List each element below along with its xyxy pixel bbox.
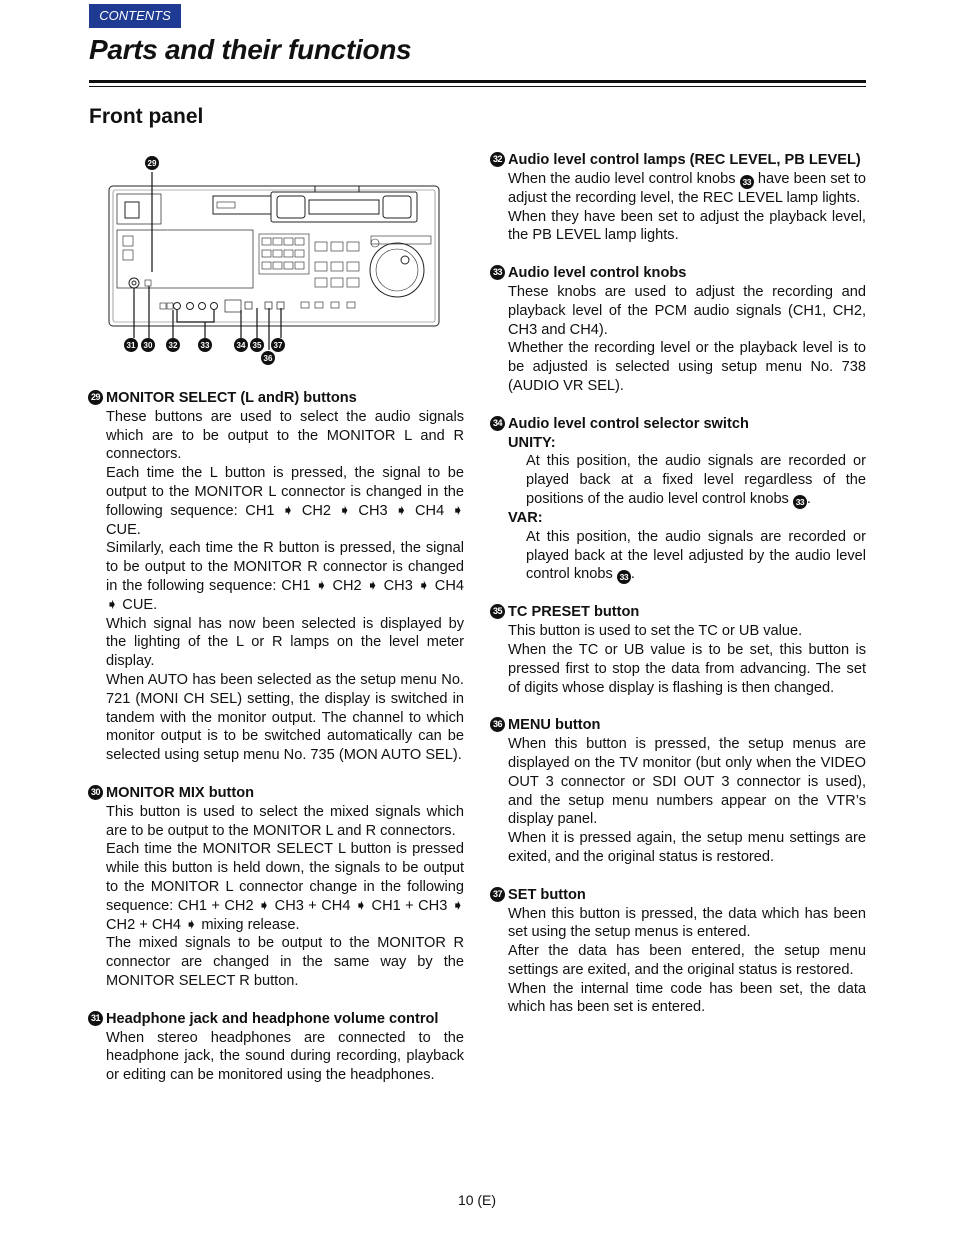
svg-text:31: 31 (126, 341, 136, 350)
item-35 (491, 603, 866, 697)
title-rule-thick (89, 80, 866, 83)
page-title: Parts and their functions (89, 34, 412, 65)
item-paragraph: This button is used to select the mixed signals which are to be output to the MONITOR L and R connectors. (106, 803, 464, 839)
item-number-badge: 34 (490, 416, 505, 431)
item-37 (491, 886, 866, 1018)
item-36 (491, 716, 866, 866)
item-29 (89, 389, 464, 765)
svg-text:30: 30 (143, 341, 153, 350)
item-paragraph: When AUTO has been selected as the setup menu No. 721 (MONI CH SEL) setting, the display is switched in tandem with the monitor output. The channel to which monitor output is to be switched automatically can be selected using setup menu No. 735 (MON AUTO SEL). (106, 671, 464, 764)
item-title: Headphone jack and headphone volume control (106, 1010, 439, 1027)
item-paragraph: Whether the recording level or the playback level is to be adjusted is selected using setup menu No. 738 (AUDIO VR SEL). (508, 340, 866, 394)
var-label: VAR: (508, 509, 543, 526)
item-paragraph: Which signal has now been selected is displayed by the lighting of the L or R lamps on the level meter display. (106, 615, 464, 670)
item-paragraph: These buttons are used to select the audio signals which are to be output to the MONITOR L and R connectors. (106, 408, 464, 463)
item-number-badge: 29 (88, 390, 103, 405)
svg-text:37: 37 (273, 341, 283, 350)
paragraph-text: At this position, the audio signals are recorded or played back at a fixed level regardless of the positions of the audio level control knobs (526, 453, 866, 507)
svg-text:29: 29 (147, 159, 157, 168)
item-number-badge: 35 (490, 604, 505, 619)
item-paragraph: When this button is pressed, the data which has been set using the setup menus is entered. (508, 905, 866, 941)
item-33 (491, 264, 866, 396)
svg-text:33: 33 (200, 341, 210, 350)
item-paragraph: These knobs are used to adjust the recording and playback level of the PCM audio signals (CH1, CH2, CH3 and CH4). (508, 283, 866, 338)
var-text (526, 528, 866, 585)
section-title: Front panel (89, 105, 204, 128)
item-title: MONITOR SELECT (L andR) buttons (106, 390, 357, 406)
item-title: MONITOR MIX button (106, 784, 255, 801)
item-title: SET button (508, 886, 586, 903)
item-32 (491, 151, 866, 245)
item-title: TC PRESET button (508, 604, 640, 621)
item-title: Audio level control lamps (REC LEVEL, PB LEVEL) (508, 152, 861, 168)
svg-text:35: 35 (252, 341, 262, 350)
item-title: MENU button (508, 717, 601, 734)
unity-label: UNITY: (508, 434, 556, 451)
item-paragraph: Each time the L button is pressed, the signal to be output to the MONITOR L connector is changed in the following sequence: CH1 ➧ CH2 ➧ CH3 ➧ CH4 ➧ CUE. (106, 465, 464, 538)
item-paragraph (508, 170, 866, 208)
ref-badge: 33 (793, 495, 807, 509)
right-column (491, 151, 866, 1036)
ref-badge: 33 (617, 570, 631, 584)
period: . (806, 490, 811, 507)
item-paragraph: When this button is pressed, the setup menus are displayed on the TV monitor (but only when the VIDEO OUT 3 connector or SDI OUT 3 connector is used), and the setup menu numbers appear on the VTR’s display panel. (508, 736, 866, 828)
item-paragraph: When the internal time code has been set, the data which has been set is entered. (508, 980, 866, 1016)
item-title: Audio level control selector switch (508, 415, 749, 432)
page-number: 10 (E) (457, 1192, 497, 1208)
item-title: Audio level control knobs (508, 265, 687, 282)
item-31 (89, 1010, 464, 1085)
period: . (630, 566, 635, 583)
item-paragraph: When stereo headphones are connected to the headphone jack, the sound during recording, playback or editing can be monitored using the headphones. (106, 1029, 464, 1084)
item-paragraph: When the TC or UB value is to be set, this button is pressed first to stop the data from advancing. The set of digits whose display is flashing is then changed. (508, 641, 866, 696)
front-panel-diagram (105, 150, 445, 365)
ref-badge: 33 (740, 175, 754, 189)
item-paragraph: This button is used to set the TC or UB value. (508, 623, 803, 640)
item-34 (491, 415, 866, 585)
item-number-badge: 30 (88, 785, 103, 800)
item-paragraph: After the data has been entered, the setup menu settings are exited, and the original status is restored. (508, 943, 866, 978)
item-paragraph: When it is pressed again, the setup menu settings are exited, and the original status is restored. (508, 830, 866, 865)
item-paragraph: When they have been set to adjust the playback level, the PB LEVEL lamp lights. (508, 208, 866, 244)
contents-link[interactable]: CONTENTS (89, 4, 181, 28)
unity-text (526, 452, 866, 509)
paragraph-text: have been set to adjust the recording level, the REC LEVEL lamp lights. (508, 170, 866, 206)
item-30 (89, 784, 464, 991)
item-paragraph: Each time the MONITOR SELECT L button is pressed while this button is held down, the signals to be output to the MONITOR L connector change in the following sequence: CH1 + CH2 ➧ CH3 + CH4 ➧ CH1 + CH3 ➧ CH2 + CH4 ➧ mixing release. (106, 841, 464, 933)
item-number-badge: 37 (490, 887, 505, 902)
item-number-badge: 33 (490, 265, 505, 280)
paragraph-text: When the audio level control knobs (508, 170, 736, 187)
item-paragraph: The mixed signals to be output to the MONITOR R connector are changed in the same way by the MONITOR SELECT R button. (106, 935, 464, 989)
left-column (89, 389, 464, 1104)
title-rule-thin (89, 86, 866, 87)
paragraph-text: At this position, the audio signals are recorded or played back at the level adjusted by the audio level control knobs (526, 528, 866, 583)
svg-text:34: 34 (236, 341, 246, 350)
svg-text:36: 36 (263, 354, 273, 363)
item-number-badge: 32 (490, 152, 505, 167)
item-number-badge: 31 (88, 1011, 103, 1026)
item-paragraph: Similarly, each time the R button is pressed, the signal to be output to the MONITOR R connector is changed in the following sequence: CH1 ➧ CH2 ➧ CH3 ➧ CH4 ➧ CUE. (106, 540, 464, 613)
svg-text:32: 32 (168, 341, 178, 350)
item-number-badge: 36 (490, 717, 505, 732)
